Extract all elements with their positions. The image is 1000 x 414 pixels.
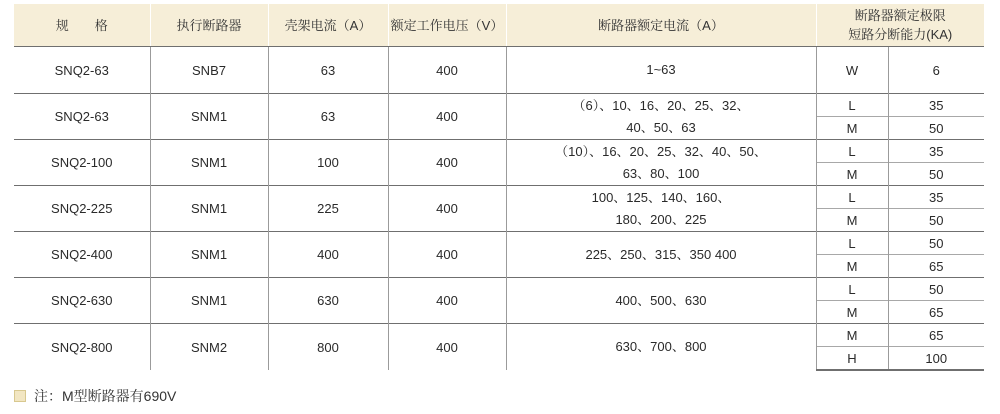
breaking-grade-cell: M (816, 324, 888, 347)
voltage-cell: 400 (388, 186, 506, 232)
breaker-cell: SNM1 (150, 232, 268, 278)
rated-current-cell (506, 140, 816, 186)
table-row (14, 94, 984, 117)
rated-current-line: 40、50、63 (626, 119, 696, 135)
table-row (14, 232, 984, 255)
breaking-grade-cell: L (816, 186, 888, 209)
breaker-cell: SNM2 (150, 324, 268, 371)
breaking-grade-cell: M (816, 209, 888, 232)
breaking-grade-cell: L (816, 94, 888, 117)
spec-cell: SNQ2-630 (14, 278, 150, 324)
breaker-cell: SNB7 (150, 47, 268, 94)
breaking-grade-cell: H (816, 347, 888, 371)
frame-current-cell: 225 (268, 186, 388, 232)
breaker-cell: SNM1 (150, 140, 268, 186)
breaking-value-cell: 50 (888, 209, 984, 232)
breaking-grade-cell: W (816, 47, 888, 94)
breaking-value-cell: 50 (888, 117, 984, 140)
rated-current-line: 180、200、225 (615, 211, 707, 227)
breaker-cell: SNM1 (150, 278, 268, 324)
breaking-value-cell: 35 (888, 140, 984, 163)
header-voltage: 额定工作电压（V） (388, 4, 506, 47)
square-bullet-icon (14, 390, 26, 402)
header-capacity-line1: 断路器额定极限 (854, 8, 946, 23)
frame-current-cell: 630 (268, 278, 388, 324)
breaking-value-cell: 50 (888, 232, 984, 255)
breaking-grade-cell: M (816, 255, 888, 278)
rated-current-line: 63、80、100 (622, 165, 700, 181)
rated-current-cell (506, 278, 816, 324)
header-spec: 规 格 (14, 4, 150, 47)
breaking-value-cell: 65 (888, 301, 984, 324)
breaker-cell: SNM1 (150, 94, 268, 140)
spec-cell: SNQ2-63 (14, 47, 150, 94)
footnote-text: 注：M型断路器有690V (34, 388, 177, 404)
header-row (14, 4, 984, 47)
breaker-cell: SNM1 (150, 186, 268, 232)
breaking-grade-cell: M (816, 301, 888, 324)
frame-current-cell: 400 (268, 232, 388, 278)
voltage-cell: 400 (388, 324, 506, 371)
breaking-value-cell: 100 (888, 347, 984, 371)
voltage-cell: 400 (388, 140, 506, 186)
frame-current-cell: 800 (268, 324, 388, 371)
table-body (14, 47, 984, 371)
rated-current-line: （6）、10、16、20、25、32、 (572, 97, 750, 113)
breaking-grade-cell: L (816, 232, 888, 255)
table-row (14, 140, 984, 163)
rated-current-line: 225、250、315、350 400 (585, 246, 737, 262)
spec-table (14, 4, 984, 371)
frame-current-cell: 100 (268, 140, 388, 186)
rated-current-line: 400、500、630 (615, 292, 707, 308)
breaking-value-cell: 50 (888, 278, 984, 301)
rated-current-cell (506, 94, 816, 140)
voltage-cell: 400 (388, 232, 506, 278)
header-capacity-line2: 短路分断能力(KA) (848, 27, 953, 42)
breaking-grade-cell: L (816, 140, 888, 163)
rated-current-line: 630、700、800 (615, 339, 707, 354)
breaking-grade-cell: L (816, 278, 888, 301)
frame-current-cell: 63 (268, 94, 388, 140)
table-row (14, 278, 984, 301)
rated-current-cell (506, 47, 816, 94)
spec-cell: SNQ2-400 (14, 232, 150, 278)
header-breaker: 执行断路器 (150, 4, 268, 47)
table-row (14, 47, 984, 94)
voltage-cell: 400 (388, 94, 506, 140)
header-frame-current: 壳架电流（A） (268, 4, 388, 47)
rated-current-cell (506, 324, 816, 371)
rated-current-line: 100、125、140、160、 (591, 189, 731, 205)
voltage-cell: 400 (388, 278, 506, 324)
voltage-cell: 400 (388, 47, 506, 94)
breaking-value-cell: 65 (888, 324, 984, 347)
rated-current-cell (506, 186, 816, 232)
breaking-value-cell: 6 (888, 47, 984, 94)
rated-current-cell (506, 232, 816, 278)
rated-current-line: （10）、16、20、25、32、40、50、 (555, 143, 767, 159)
spec-cell: SNQ2-63 (14, 94, 150, 140)
breaking-value-cell: 35 (888, 186, 984, 209)
spec-cell: SNQ2-225 (14, 186, 150, 232)
frame-current-cell: 63 (268, 47, 388, 94)
footnote (14, 386, 176, 406)
breaking-grade-cell: M (816, 163, 888, 186)
rated-current-line: 1~63 (646, 62, 676, 77)
table-row (14, 186, 984, 209)
spec-cell: SNQ2-800 (14, 324, 150, 371)
breaking-grade-cell: M (816, 117, 888, 140)
breaking-value-cell: 65 (888, 255, 984, 278)
spec-cell: SNQ2-100 (14, 140, 150, 186)
header-breaking-capacity (816, 4, 984, 47)
breaking-value-cell: 35 (888, 94, 984, 117)
breaking-value-cell: 50 (888, 163, 984, 186)
header-rated-current: 断路器额定电流（A） (506, 4, 816, 47)
table-row (14, 324, 984, 347)
